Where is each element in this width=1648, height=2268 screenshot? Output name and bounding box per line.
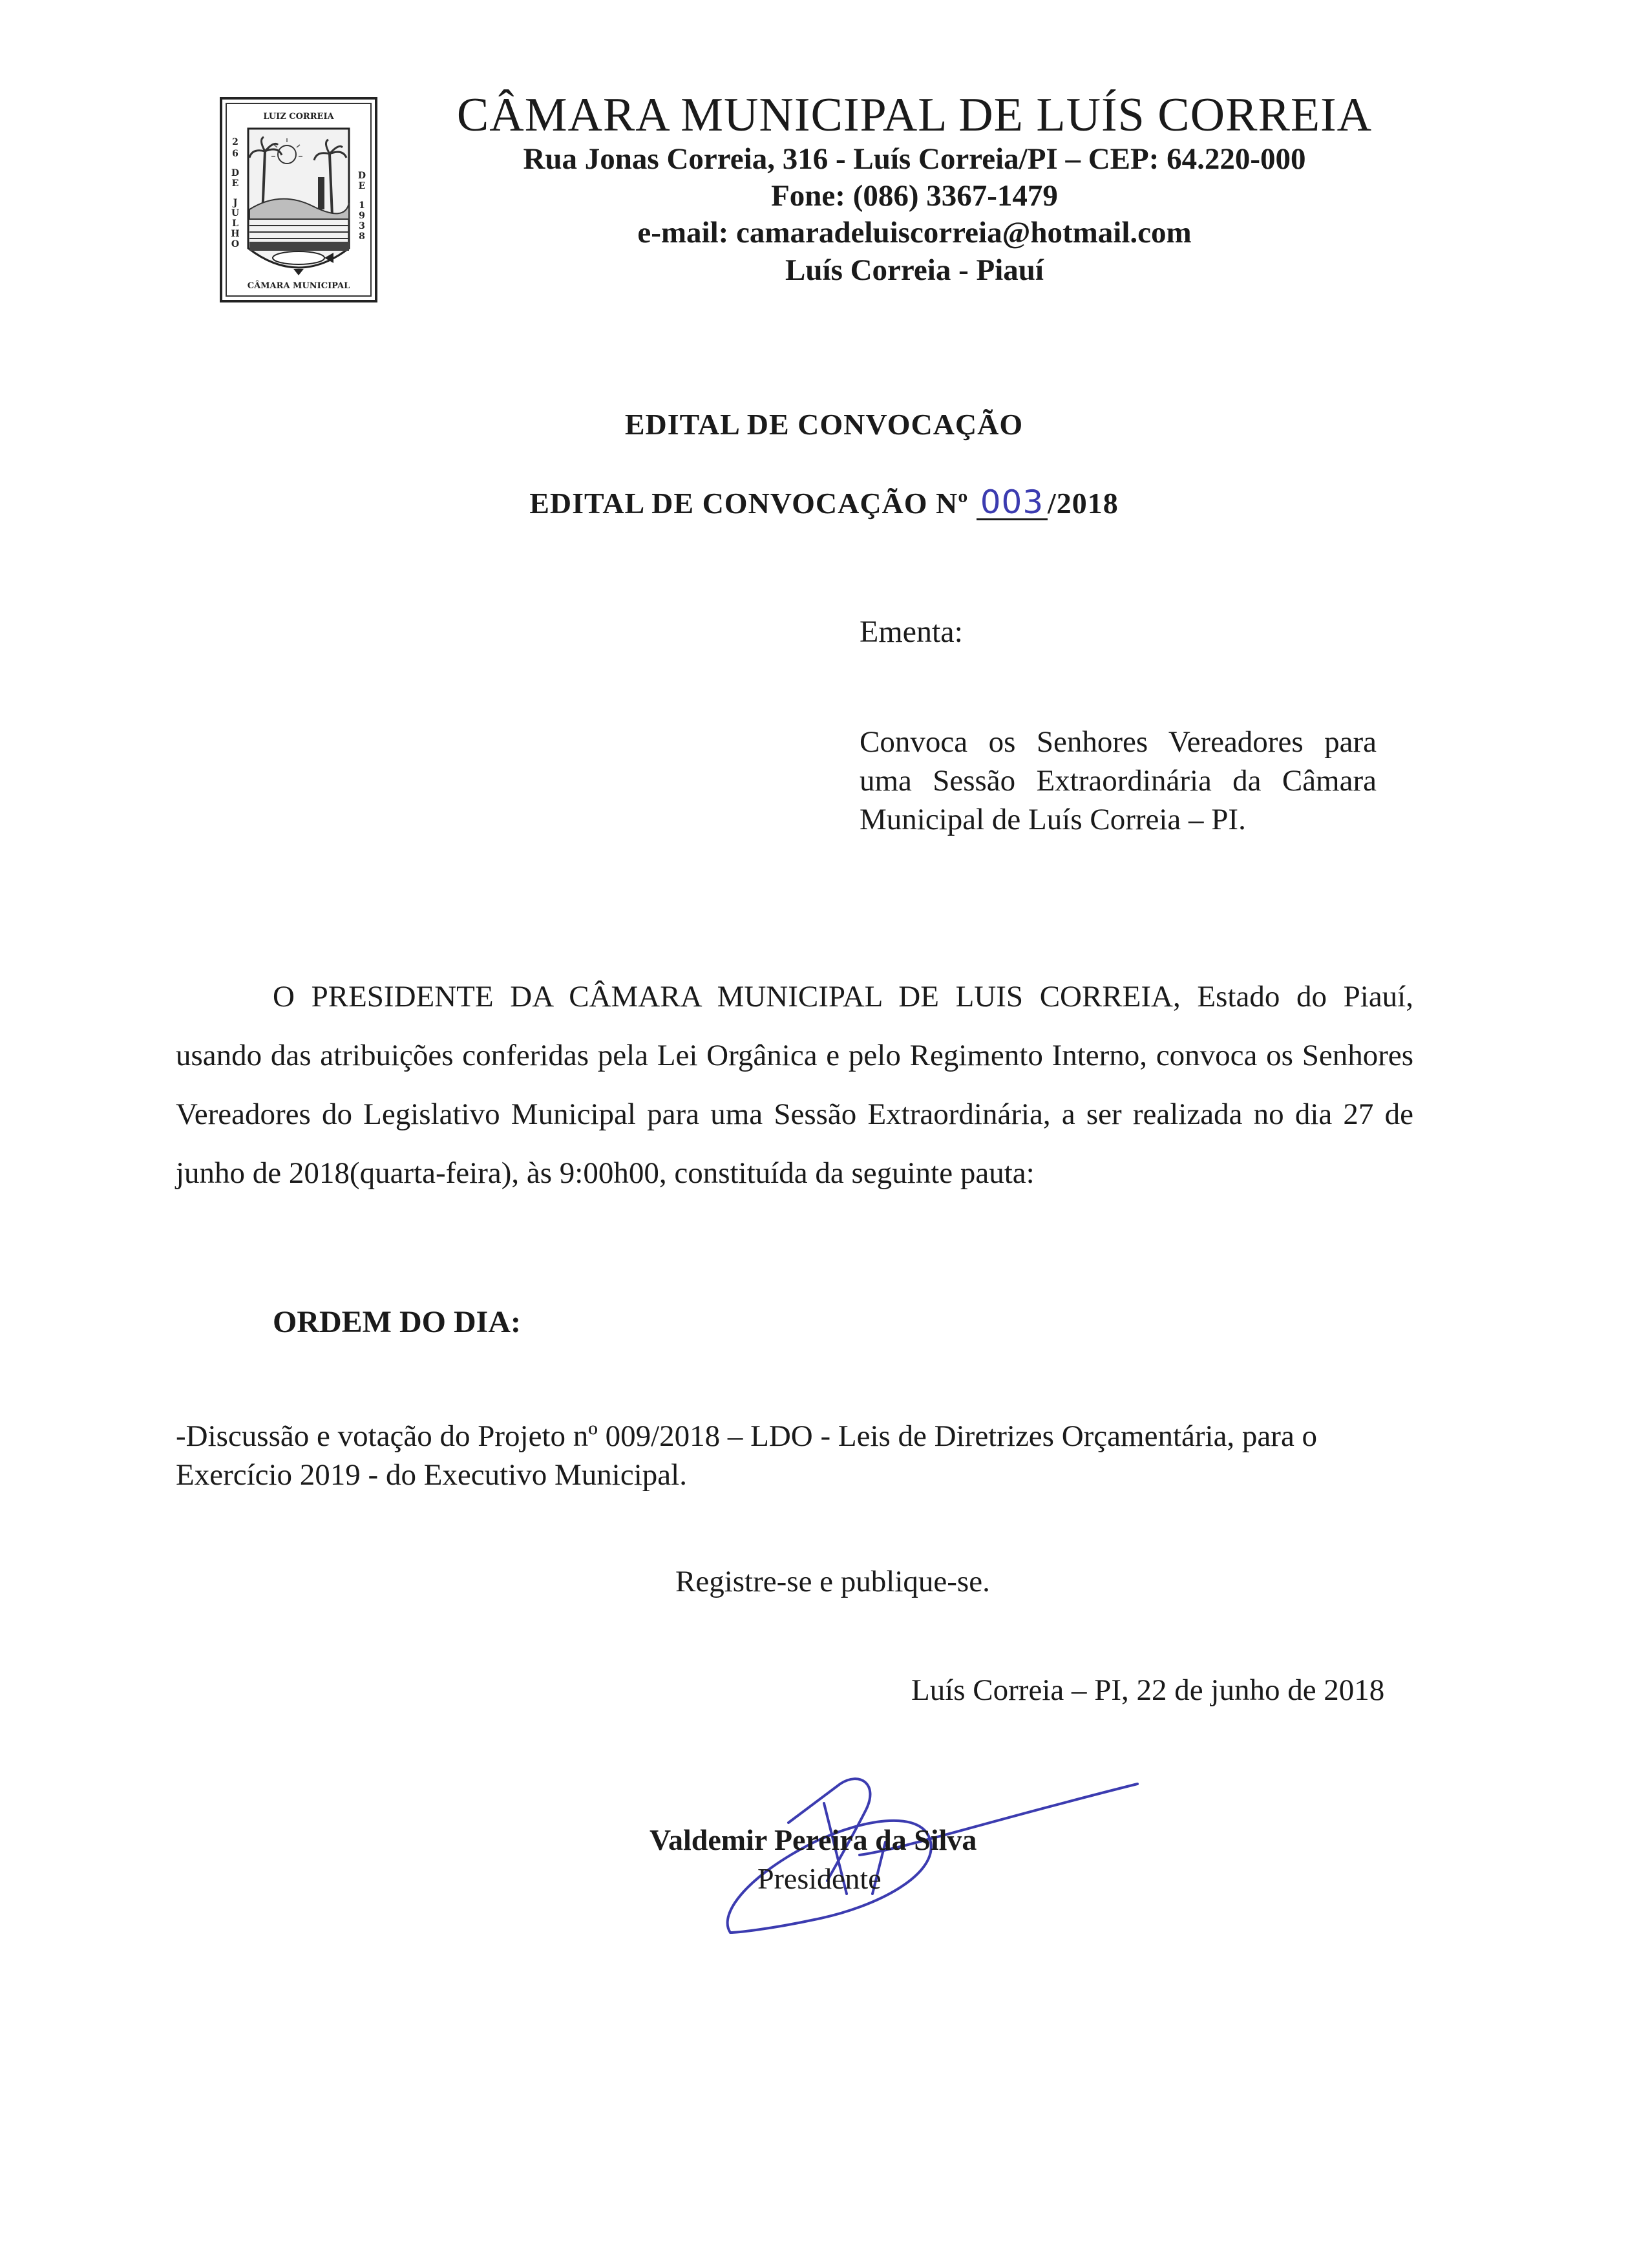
edital-number-line xyxy=(0,483,1648,521)
institution-email: e-mail: camaradeluiscorreia@hotmail.com xyxy=(637,216,1192,250)
svg-text:1: 1 xyxy=(359,200,365,211)
institution-name: CÂMARA MUNICIPAL DE LUÍS CORREIA xyxy=(456,89,1373,142)
svg-text:O: O xyxy=(231,239,240,249)
svg-text:H: H xyxy=(231,229,240,239)
svg-text:LUIZ CORREIA: LUIZ CORREIA xyxy=(263,112,334,122)
svg-text:9: 9 xyxy=(359,211,365,221)
svg-text:J: J xyxy=(233,198,238,208)
institution-address: Rua Jonas Correia, 316 - Luís Correia/PI – CEP: 64.220-000 xyxy=(523,142,1306,176)
edital-number-handwritten: 003 xyxy=(977,486,1048,520)
letterhead xyxy=(414,90,1415,289)
place-date: Luís Correia – PI, 22 de junho de 2018 xyxy=(911,1673,1385,1707)
signer-name: Valdemir Pereira da Silva xyxy=(650,1823,977,1856)
agenda-title: ORDEM DO DIA: xyxy=(273,1305,521,1339)
agenda-item: -Discussão e votação do Projeto nº 009/2018 – LDO - Leis de Diretrizes Orçamentária, para o Exercício 2019 - do Executivo Municipal. xyxy=(176,1419,1318,1492)
edital-number-suffix: /2018 xyxy=(1047,487,1119,520)
svg-text:D: D xyxy=(231,168,240,178)
ementa-text: Convoca os Senhores Vereadores para uma Sessão Extraordinária da Câmara Municipal de Luís Correia – PI. xyxy=(860,725,1377,837)
svg-text:D: D xyxy=(357,171,366,181)
svg-text:E: E xyxy=(358,181,366,191)
institution-city: Luís Correia - Piauí xyxy=(785,253,1044,287)
document-title: EDITAL DE CONVOCAÇÃO xyxy=(624,408,1024,441)
svg-text:E: E xyxy=(231,178,239,189)
svg-text:U: U xyxy=(231,208,240,218)
svg-text:6: 6 xyxy=(232,149,238,159)
signer-role: Presidente xyxy=(757,1862,882,1895)
institution-phone: Fone: (086) 3367-1479 xyxy=(771,179,1058,213)
svg-text:CÂMARA MUNICIPAL: CÂMARA MUNICIPAL xyxy=(247,281,350,291)
registre-line: Registre-se e publique-se. xyxy=(675,1565,990,1598)
ementa-label: Ementa: xyxy=(860,615,963,649)
svg-text:3: 3 xyxy=(359,221,365,231)
svg-text:2: 2 xyxy=(232,137,238,147)
municipal-seal xyxy=(220,97,377,302)
svg-text:8: 8 xyxy=(359,231,365,242)
convocation-paragraph: O PRESIDENTE DA CÂMARA MUNICIPAL DE LUIS CORREIA, Estado do Piauí, usando das atribuições conferidas pela Lei Orgânica e pelo Regimento Interno, convoca os Senhores Vereadores do Legislativo Municipal para uma Sessão Extraordinária, a ser realizada no dia 27 de junho de 2018(quarta-feira), às 9:00h00, constituída da seguinte pauta: xyxy=(176,980,1413,1190)
edital-number-prefix: EDITAL DE CONVOCAÇÃO Nº xyxy=(529,487,969,520)
svg-text:L: L xyxy=(232,218,238,229)
